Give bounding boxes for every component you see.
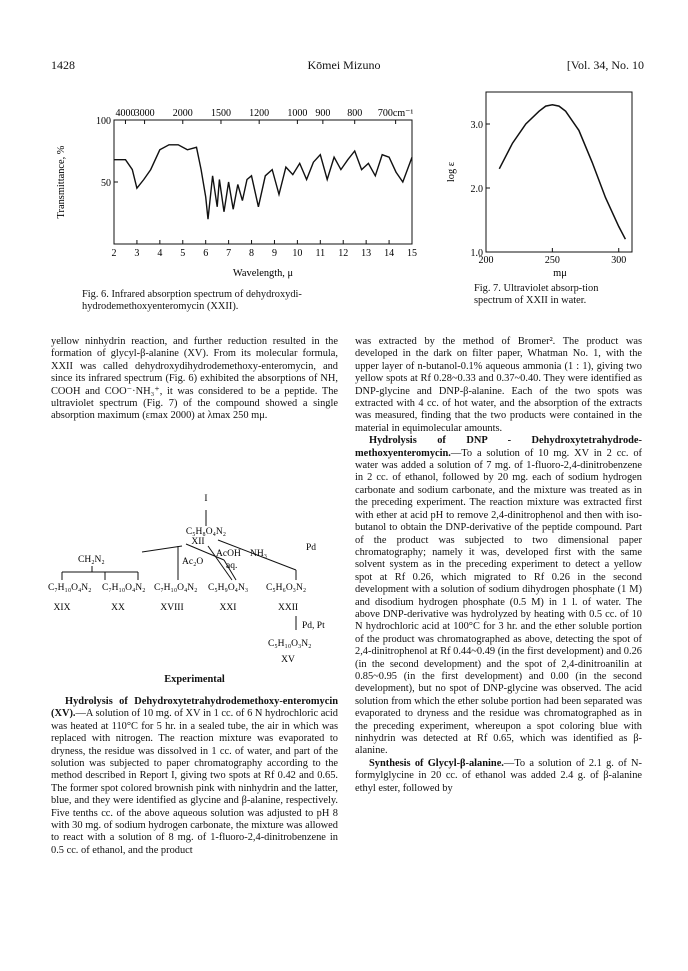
- hydrolysis-dnp-heading: Hydrolysis of DNP - Dehydroxytetrahydrode-methoxyenteromycin.: [355, 435, 642, 459]
- ir-top-tick-label: 700cm⁻¹: [377, 108, 414, 119]
- uv-xlabel: mμ: [553, 268, 567, 279]
- uv-xtick-label: 300: [611, 255, 627, 266]
- left-top-paragraph: yellow ninhydrin reaction, and further reduction resulted in the formation of glycyl-β-alanine (XV). From its molecular formula, XXII was called dehydroxydihydrodemethoxy-enteromycin, and since its infrared spectrum (Fig. 6) exhibited the absorptions of NH, COOH and COO⁻·NH₃⁺, it was considered to be a peptide. The ultraviolet spectrum (Fig. 7) of the compound showed a single absorption maximum (εmax 2000) at λmax 250 mμ.: [51, 336, 338, 422]
- ir-top-tick-label: 2000: [172, 108, 193, 119]
- scheme-xii: XII: [191, 537, 205, 547]
- scheme-label-xxi: XXI: [219, 603, 237, 613]
- ir-xlabel: Wavelength, μ: [232, 268, 294, 279]
- ir-top-tick-label: 900: [315, 108, 331, 119]
- scheme-formula-xxi: C₅H₉O₄N₃: [208, 583, 249, 593]
- uv-ytick-label: 1.0: [470, 248, 483, 259]
- hydrolysis-dnp-text: —To a solution of 10 mg. XV in 2 cc. of water was added a solution of 7 mg. of 1-fluoro-2,4-dinitrobenzene in 2 cc. of ethanol, followed by 20 mg. each of sodium hydrogen carbonate and sodium carbonate, and the mixture was treated as in the preceding experiment. The reaction mixture was extracted first with ether at acid pH to remove 2,4-dinitrophenol and then with iso-butanol to obtain the DNP-derivative of the peptide compound. Part of the product was subjected to two dimensional paper chromatography; namely it was, developed first with the same solvent system as in the preceding experiment to detect a yellow spot at Rf 0.26, which migrated to Rf 0.26 in the second development with a solution of sodium dihydrogen phosphate (1 M) and disodium hydrogen phosphate (0.5 M) in 1 l. of water. The above DNP-derivative was hydrolyzed by heating with 0.5 cc. of 10 N hydrochloric acid at 100°C for 3 hr. and the ether soluble portion of the product was chromatographed as above, detecting the spot of 2,4-dinitrophenol at Rf 0.44~0.49 (in the first development) and 0.26 (in the second development) and the spot of 2,4-dinitroanilin at 0.85~0.95 (in the first development) and 0.00 (in the second development), but no spot of DNP-glycine was observed. The acid solution from which the ether solube portion had been separated was evaporated to dryness and the residue was chromatographed as in the preceding experiment, whereupon a spot coloring blue with ninhydrin was detected at Rf 0.65, which was identified as β-alanine.: [355, 447, 642, 757]
- uv-series-line: [499, 105, 625, 239]
- uv-ytick-label: 2.0: [470, 184, 483, 195]
- ir-xtick-label: 13: [361, 248, 372, 259]
- running-author: Kōmei Mizuno: [307, 58, 381, 72]
- scheme-formula-xx: C₇H₁₀O₄N₂: [102, 583, 146, 593]
- scheme-label-xviii: XVIII: [160, 603, 184, 613]
- scheme-ac2o: Ac₂O: [182, 557, 204, 567]
- scheme-ch2n2: CH₂N₂: [78, 555, 105, 565]
- uv-xtick-label: 200: [478, 255, 494, 266]
- ir-xtick-label: 8: [249, 248, 255, 259]
- scheme-pd-pt: Pd, Pt: [302, 621, 325, 631]
- scheme-formula-xviii: C₇H₁₀O₄N₂: [154, 583, 198, 593]
- ir-xtick-label: 12: [338, 248, 349, 259]
- scheme-formula-xv: C₅H₁₀O₃N₂: [268, 639, 312, 649]
- left-column-top: [51, 336, 338, 423]
- synthesis-heading: Synthesis of Glycyl-β-alanine.: [369, 757, 504, 769]
- fig7-caption: Fig. 7. Ultraviolet absorp-tion spectrum of XXII in water.: [474, 283, 599, 306]
- ir-ytick-label: 100: [96, 116, 111, 127]
- ir-xtick-label: 5: [180, 248, 186, 259]
- hydrolysis-xv-text: —A solution of 10 mg. of XV in 1 cc. of 6 N hydrochloric acid was heated at 110°C for 5 hr. in a sealed tube, the air in which was replaced with nitrogen. The reaction mixture was evaporated to dryness, the residue was dissolved in 1 cc. of water, and part of the solution was subjected to paper chromatography according to the method described in Report I, giving two spots at Rf 0.42 and 0.65. The former spot colored brownish pink with ninhydrin and the latter, blue, and they were identified as glycine and β-alanine, respectively. Five tenths cc. of the above aqueous solution was adjusted to pH 8 with 30 mg. of sodium hydrogen carbonate, the mixture was allowed to react with a solution of 8 mg. of 1-fluoro-2,4-dinitrobenzene in 0.5 cc. of ethanol, and the product: [51, 708, 338, 856]
- scheme-formula-xix: C₇H₁₀O₄N₂: [48, 583, 92, 593]
- ir-top-tick-label: 800: [347, 108, 363, 119]
- ir-top-tick-label: 3000: [134, 108, 155, 119]
- scheme-I: I: [204, 494, 208, 504]
- fig6-caption: Fig. 6. Infrared absorption spectrum of dehydroxydi-hydrodemethoxyenteromycin (XXII).: [82, 289, 302, 312]
- ir-xtick-label: 15: [407, 248, 417, 259]
- left-column-bottom: [51, 696, 338, 857]
- ir-xtick-label: 3: [134, 248, 140, 259]
- reaction-scheme: [48, 488, 348, 664]
- synthesis-text: —To a solution of 2.1 g. of N-formylglycine in 20 cc. of ethanol was added 2.4 g. of β-alanine ethyl ester, followed by: [355, 757, 642, 794]
- scheme-pd: Pd: [306, 543, 317, 553]
- scheme-formula-xxii: C₅H₆O₃N₂: [266, 583, 307, 593]
- ir-spectrum-chart: [48, 96, 420, 282]
- ir-xtick-label: 7: [226, 248, 232, 259]
- uv-ylabel: log ε: [446, 161, 457, 183]
- ir-xtick-label: 6: [203, 248, 209, 259]
- uv-xtick-label: 250: [544, 255, 560, 266]
- ir-ylabel: Transmittance, %: [56, 145, 67, 219]
- right-column: [355, 336, 642, 795]
- scheme-c5h8o4n2: C₅H₈O₄N₂: [185, 527, 227, 537]
- ir-ytick-label: 50: [101, 178, 111, 189]
- ir-top-tick-label: 1000: [287, 108, 308, 119]
- experimental-heading: Experimental: [164, 674, 225, 685]
- ir-xtick-label: 2: [111, 248, 117, 259]
- uv-spectrum-chart: [440, 80, 640, 280]
- ir-xtick-label: 4: [157, 248, 163, 259]
- ir-series-line: [114, 145, 412, 219]
- scheme-acoh: AcOH: [216, 549, 241, 559]
- scheme-nh3: NH₃: [250, 549, 268, 559]
- scheme-label-xv: XV: [281, 655, 295, 664]
- scheme-aq: aq.: [226, 561, 238, 571]
- ir-xtick-label: 11: [315, 248, 326, 259]
- ir-xtick-label: 9: [271, 248, 277, 259]
- scheme-label-xxii: XXII: [277, 603, 299, 613]
- ir-xtick-label: 10: [292, 248, 303, 259]
- ir-top-tick-label: 1500: [210, 108, 231, 119]
- page-number: 1428: [51, 58, 75, 72]
- ir-xtick-label: 14: [384, 248, 395, 259]
- right-paragraph-a: was extracted by the method of Bromer². The product was developed in the dark on filter paper, Whatman No. 1, with the upper layer of n-butanol-0.1% aqueous ammonia (1 : 1), giving two yellow spots at Rf 0.28~0.33 and 0.37~0.40. They were identified as DNP-glycine and DNP-β-alanine. Each of the two spots was extracted with 4 cc. of hot water, and the absorption of the extracts was measured, finding that the two products were contained in the material in equimolecular amounts.: [355, 336, 642, 434]
- ir-top-tick-label: 1200: [249, 108, 270, 119]
- scheme-label-xix: XIX: [53, 603, 71, 613]
- hydrolysis-xv-heading: Hydrolysis of Dehydroxytetrahydrodemethoxy-enteromycin (XV).: [51, 696, 338, 720]
- volume-info: [Vol. 34, No. 10: [566, 58, 644, 72]
- ir-top-tick-label: 4000: [115, 108, 136, 119]
- uv-ytick-label: 3.0: [470, 120, 483, 131]
- scheme-label-xx: XX: [111, 603, 125, 613]
